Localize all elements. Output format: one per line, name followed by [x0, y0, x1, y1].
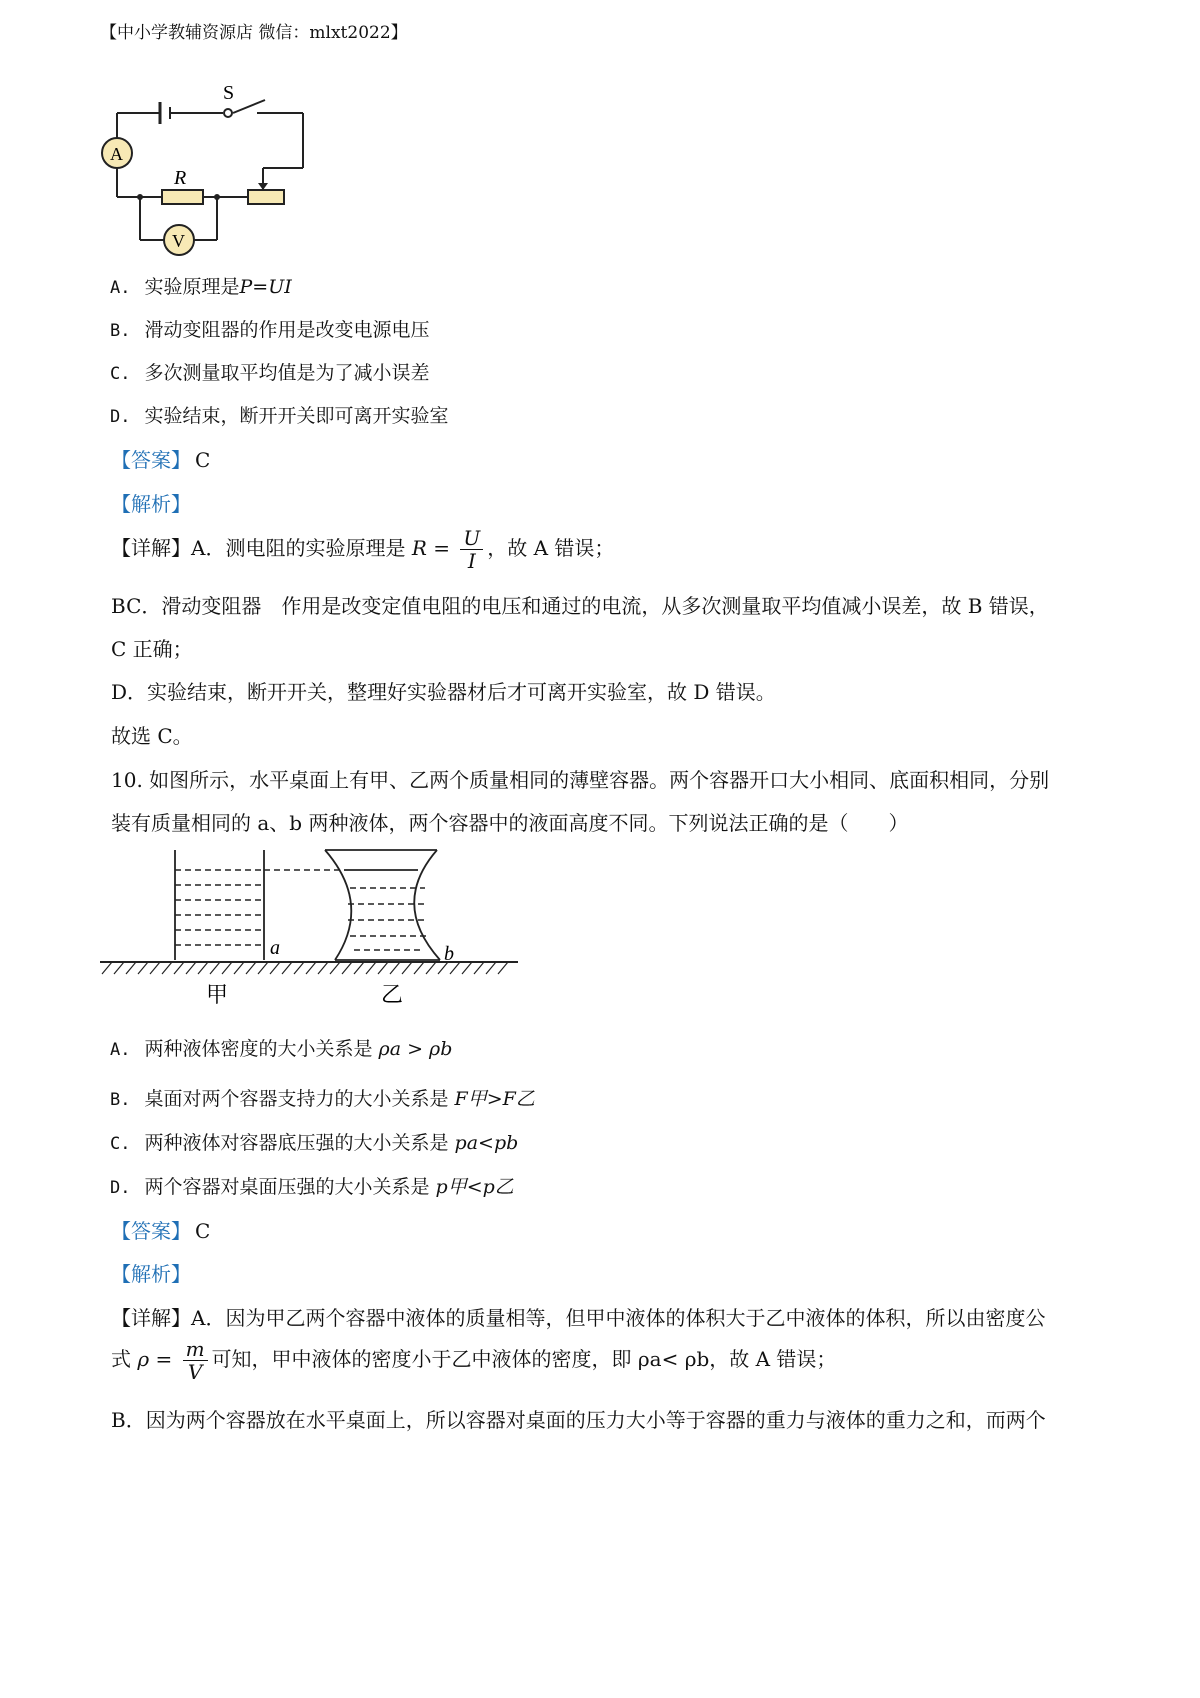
- q10-option-d: D. 两个容器对桌面压强的大小关系是 p甲<p乙: [110, 1176, 514, 1198]
- q10-option-a: A. 两种液体密度的大小关系是 ρa > ρb: [110, 1038, 453, 1060]
- circuit-diagram: [95, 80, 315, 260]
- q9-detail-line-1: BC．滑动变阻器 作用是改变定值电阻的电压和通过的电流，从多次测量取平均值减小误差，故 B 错误，: [111, 594, 1049, 618]
- q9-detail-line-4: 故选 C。: [111, 724, 193, 748]
- resistor-label: R: [174, 167, 187, 189]
- q9-analysis-tag: 【解析】: [111, 492, 191, 516]
- ammeter-label: A: [110, 144, 123, 164]
- container-yi-label: 乙: [381, 983, 404, 1008]
- resistor-symbol: [162, 190, 203, 204]
- liquid-a-label: a: [270, 937, 280, 959]
- q10-option-c: C. 两种液体对容器底压强的大小关系是 pa<pb: [110, 1132, 519, 1154]
- switch-label: S: [223, 82, 235, 104]
- containers-figure: [100, 848, 520, 1008]
- voltmeter-label: V: [172, 231, 185, 251]
- q10-analysis-tag: 【解析】: [111, 1262, 191, 1286]
- q9-option-b: B. 滑动变阻器的作用是改变电源电压: [110, 319, 430, 341]
- density-fraction: $\frac{m}{V}$: [183, 1338, 208, 1383]
- resistance-fraction: $\frac{U}{I}$: [460, 527, 483, 572]
- q9-detail-line-3: D．实验结束，断开开关，整理好实验器材后才可离开实验室，故 D 错误。: [111, 680, 776, 704]
- q9-option-d: D. 实验结束，断开开关即可离开实验室: [110, 405, 449, 427]
- q10-detail-formula-line: 式 ρ = $\frac{m}{V}$ 可知，甲中液体的密度小于乙中液体的密度，即 ρa< ρb，故 A 错误；: [111, 1337, 837, 1384]
- container-jia-label: 甲: [206, 983, 229, 1008]
- q9-detail-line-2: C 正确；: [111, 637, 193, 661]
- q10-answer: 【答案】 C: [111, 1219, 211, 1243]
- rheostat-symbol: [248, 190, 284, 204]
- page-header: 【中小学教辅资源店 微信：mlxt2022】: [100, 23, 408, 43]
- switch-contact: [224, 109, 232, 117]
- q10-stem-line-2: 装有质量相同的 a、b 两种液体，两个容器中的液面高度不同。下列说法正确的是（ ）: [111, 811, 909, 835]
- q10-stem-line-1: 10. 如图所示，水平桌面上有甲、乙两个质量相同的薄壁容器。两个容器开口大小相同、底面积相同，分别: [111, 768, 1050, 792]
- liquid-b-label: b: [444, 943, 454, 965]
- q9-option-a: A. 实验原理是P=UI: [110, 276, 292, 298]
- q10-detail-line-3: B．因为两个容器放在水平桌面上，所以容器对桌面的压力大小等于容器的重力与液体的重力之和，而两个: [111, 1408, 1046, 1432]
- q9-answer: 【答案】 C: [111, 448, 211, 472]
- q9-option-c: C. 多次测量取平均值是为了减小误差: [110, 362, 430, 384]
- q10-detail-line-1: 【详解】A．因为甲乙两个容器中液体的质量相等，但甲中液体的体积大于乙中液体的体积，所以由密度公: [111, 1306, 1046, 1330]
- q9-detail-formula-line: 【详解】A．测电阻的实验原理是 R = $\frac{U}{I}$ ，故 A 错误；: [111, 526, 615, 573]
- q10-option-b: B. 桌面对两个容器支持力的大小关系是 F甲>F乙: [110, 1088, 535, 1110]
